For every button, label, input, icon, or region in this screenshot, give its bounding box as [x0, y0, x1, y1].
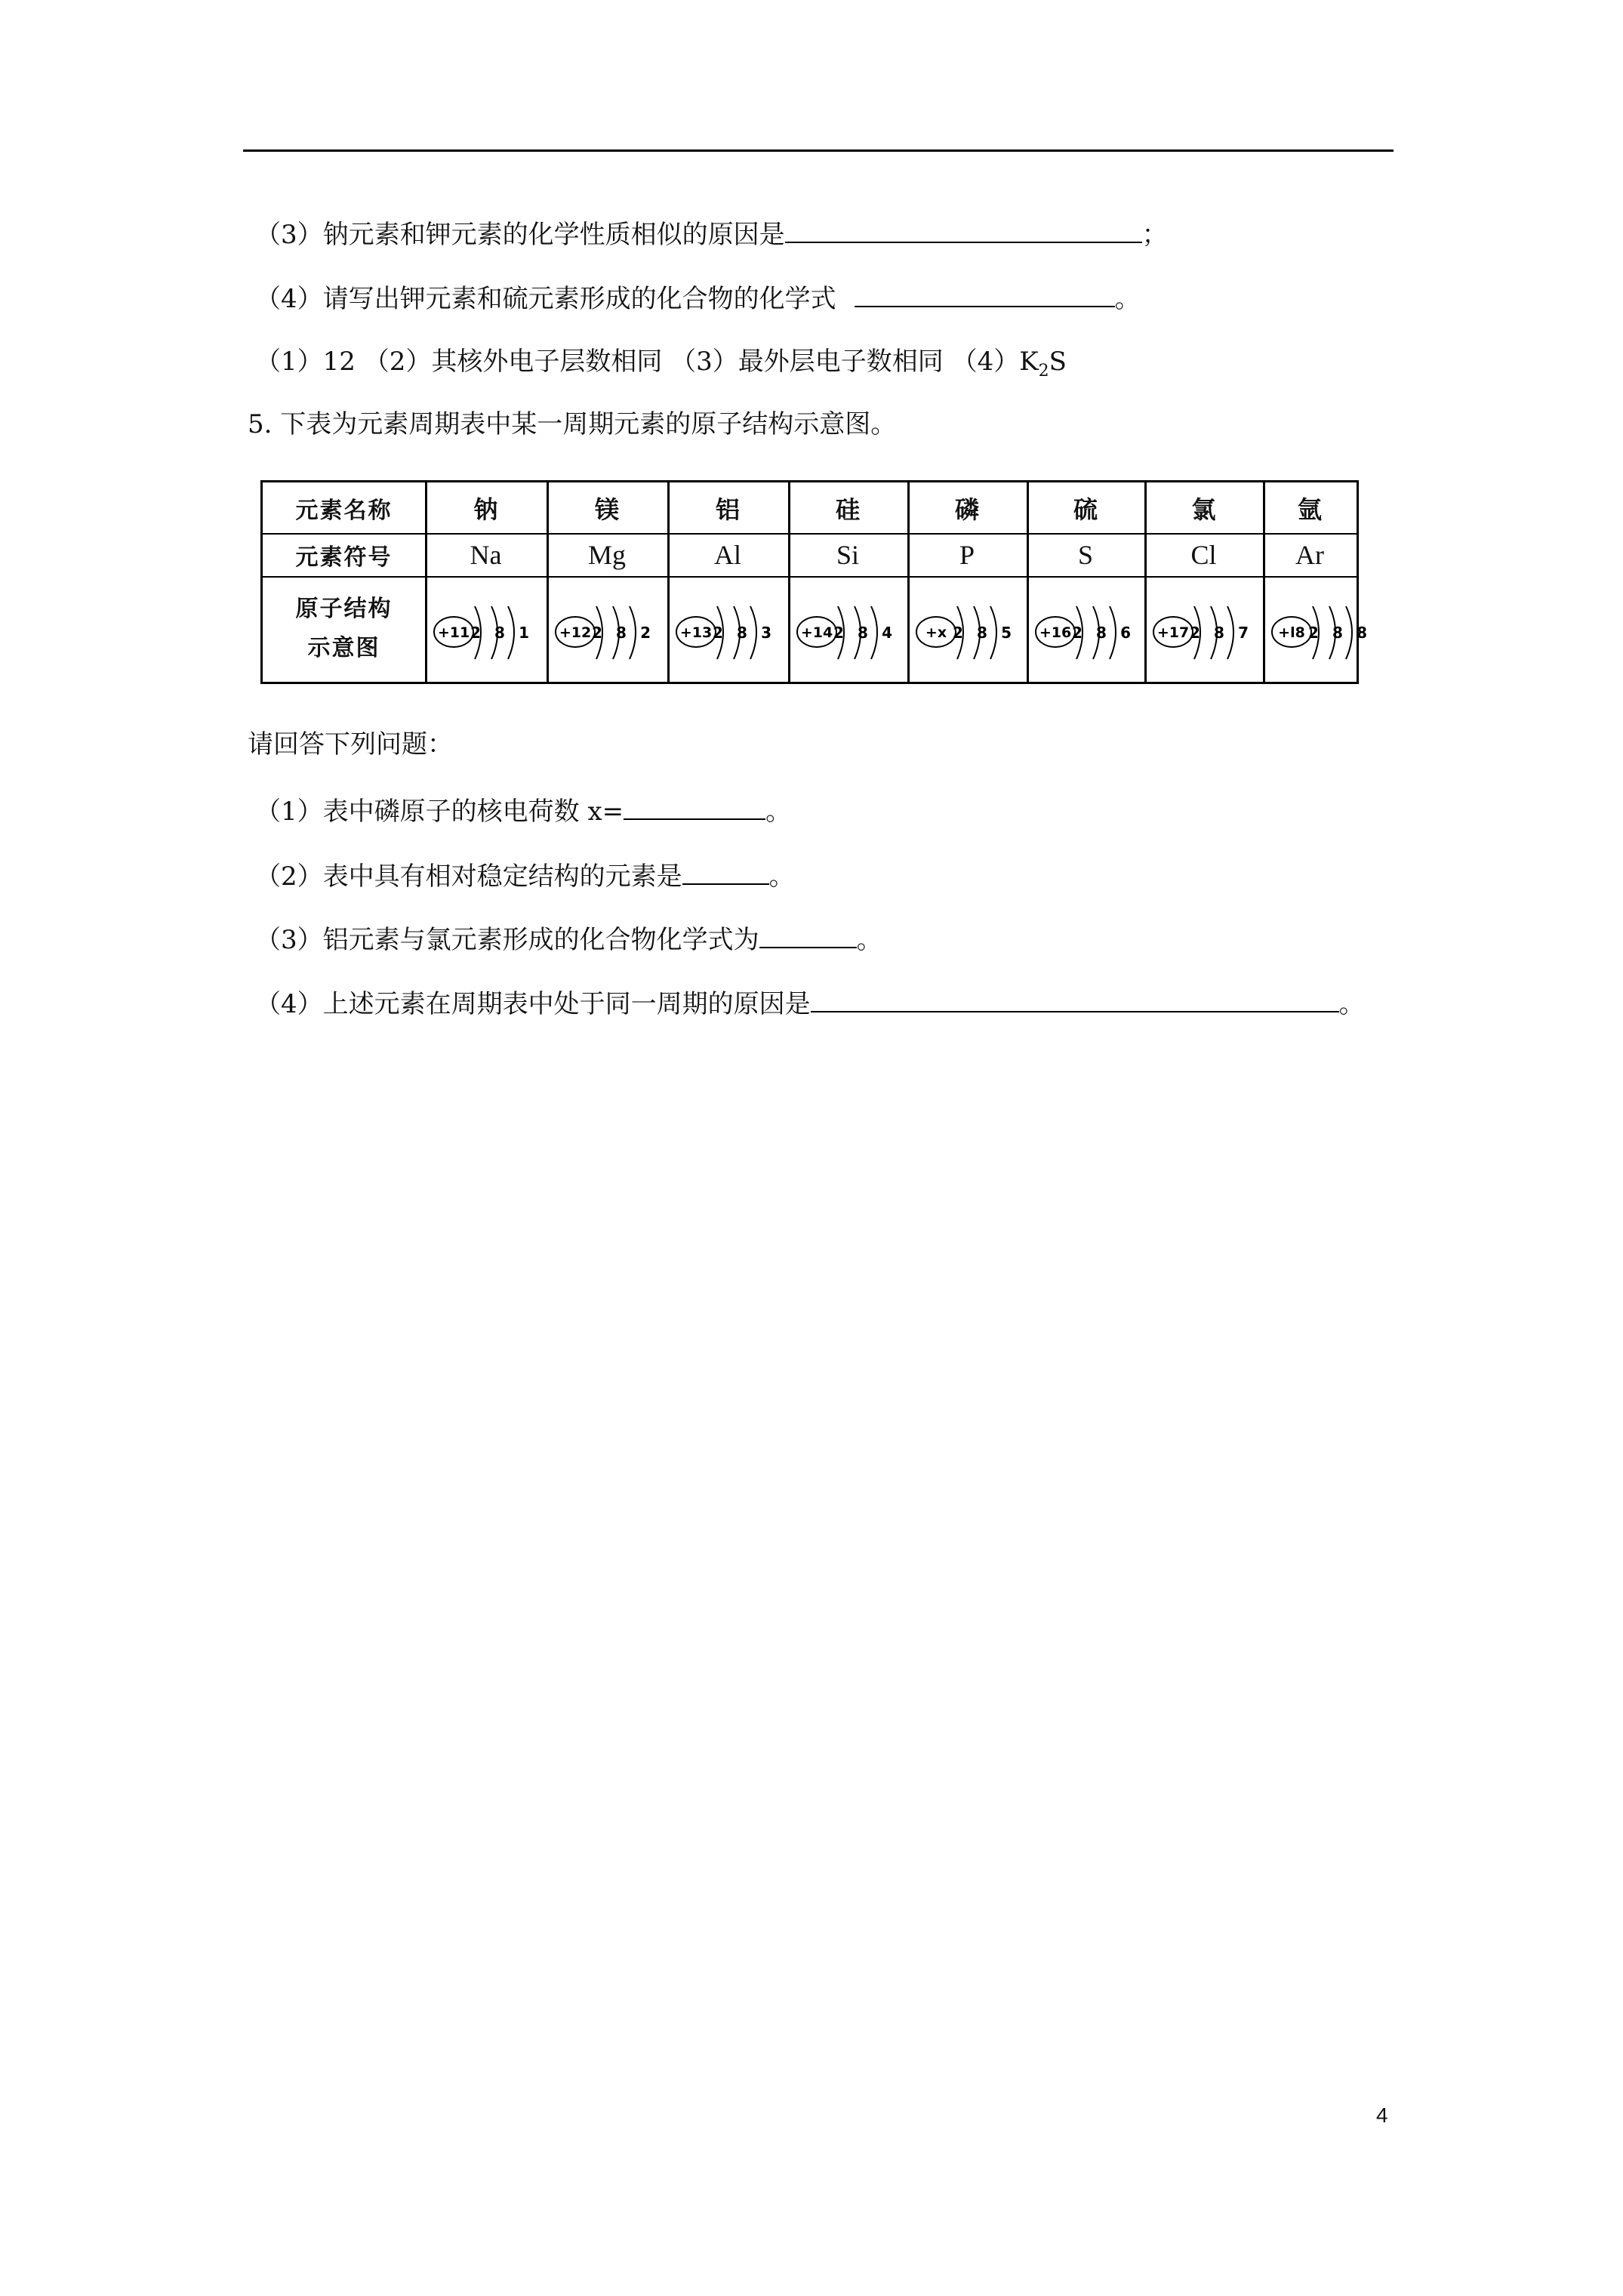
- atomic-structure-diagram: [547, 576, 667, 682]
- element-name-cell: 镁: [594, 495, 619, 524]
- question-3-tail: 。: [856, 925, 882, 955]
- nucleus-charge: +16: [1039, 624, 1072, 641]
- electron-counts: 2 8 8: [1308, 624, 1367, 642]
- electron-counts: 2 8 6: [1072, 624, 1131, 642]
- element-symbol-cell: P: [959, 539, 975, 570]
- answer-blank[interactable]: [855, 280, 1115, 307]
- element-name-cell: 氩: [1297, 495, 1322, 524]
- element-name-cell: 磷: [954, 495, 979, 524]
- element-table: [260, 480, 1367, 684]
- nucleus-charge: +12: [559, 624, 592, 641]
- question-4-tail: 。: [1338, 989, 1365, 1019]
- q4-part4-tail: 。: [1114, 284, 1141, 314]
- question-1-tail: 。: [765, 797, 792, 827]
- page-number: 4: [1376, 2103, 1388, 2127]
- q5-title: 5. 下表为元素周期表中某一周期元素的原子结构示意图。: [248, 409, 897, 439]
- element-name-cell: 铝: [715, 495, 740, 524]
- atomic-structure-diagram: [1263, 576, 1367, 682]
- element-name-cell: 钠: [473, 495, 498, 524]
- element-symbol-cell: Na: [470, 539, 502, 570]
- element-name-cell: 氯: [1191, 495, 1216, 524]
- electron-counts: 2 8 4: [833, 624, 892, 642]
- q4-answer: [255, 345, 1067, 388]
- header-rule: [243, 149, 1394, 152]
- element-name-cell: 硅: [835, 495, 860, 524]
- question-2: [255, 858, 795, 893]
- question-2-text: （2）表中具有相对稳定结构的元素是: [255, 861, 682, 892]
- answer-blank[interactable]: [682, 858, 769, 885]
- atomic-structure-diagram: [667, 576, 788, 682]
- answer-subscript: 2: [1038, 361, 1049, 381]
- answer-blank[interactable]: [759, 921, 857, 948]
- electron-counts: 2 8 2: [592, 624, 651, 642]
- question-2-tail: 。: [768, 861, 795, 892]
- answer-text-end: S: [1049, 347, 1067, 377]
- answer-blank[interactable]: [624, 793, 765, 820]
- atomic-structure-diagram: [907, 576, 1027, 682]
- atomic-structure-diagram: [1144, 576, 1263, 682]
- electron-counts: 2 8 3: [713, 624, 771, 642]
- element-name-cell: 硫: [1073, 495, 1098, 524]
- atomic-structure-diagram: [1027, 576, 1144, 682]
- answer-text: （1）12 （2）其核外电子层数相同 （3）最外层电子数相同 （4）K: [255, 347, 1039, 377]
- q4-part4-text: （4）请写出钾元素和硫元素形成的化合物的化学式: [255, 284, 836, 314]
- answer-blank[interactable]: [785, 216, 1142, 243]
- element-symbol-cell: S: [1077, 539, 1094, 570]
- header-element-symbol: 元素符号: [295, 544, 393, 571]
- q4-part3-tail: ；: [1141, 220, 1168, 250]
- element-symbol-cell: Al: [714, 539, 741, 570]
- nucleus-charge: +14: [800, 624, 833, 641]
- electron-counts: 2 8 7: [1190, 624, 1249, 642]
- header-element-name: 元素名称: [295, 497, 393, 524]
- question-4-text: （4）上述元素在周期表中处于同一周期的原因是: [255, 989, 811, 1019]
- element-symbol-cell: Cl: [1190, 539, 1217, 570]
- atomic-structure-diagram: [788, 576, 907, 682]
- nucleus-charge: +17: [1156, 624, 1190, 641]
- element-symbol-cell: Si: [836, 539, 860, 570]
- question-3: [255, 921, 882, 957]
- question-1-text: （1）表中磷原子的核电荷数 x=: [255, 797, 624, 827]
- answer-blank[interactable]: [811, 985, 1339, 1012]
- nucleus-charge: +l8: [1278, 624, 1305, 641]
- header-structure-line1: 原子结构: [295, 596, 393, 622]
- electron-counts: 2 8 1: [470, 624, 529, 642]
- element-symbol-cell: Mg: [587, 539, 626, 570]
- nucleus-charge: +x: [925, 624, 947, 641]
- question-1: [255, 793, 791, 828]
- nucleus-charge: +13: [679, 624, 713, 641]
- question-4: [255, 985, 1365, 1021]
- atomic-structure-diagram: [425, 576, 547, 682]
- prompt: 请回答下列问题：: [248, 729, 453, 760]
- q4-part3-text: （3）钠元素和钾元素的化学性质相似的原因是: [255, 220, 785, 250]
- q4-part4: [255, 280, 1141, 316]
- header-structure: [263, 576, 425, 682]
- header-structure-line2: 示意图: [307, 635, 380, 661]
- element-symbol-cell: Ar: [1295, 539, 1324, 570]
- question-3-text: （3）铝元素与氯元素形成的化合物化学式为: [255, 925, 759, 955]
- nucleus-charge: +11: [437, 624, 470, 641]
- q4-part3: [255, 216, 1168, 251]
- electron-counts: 2 8 5: [953, 624, 1012, 642]
